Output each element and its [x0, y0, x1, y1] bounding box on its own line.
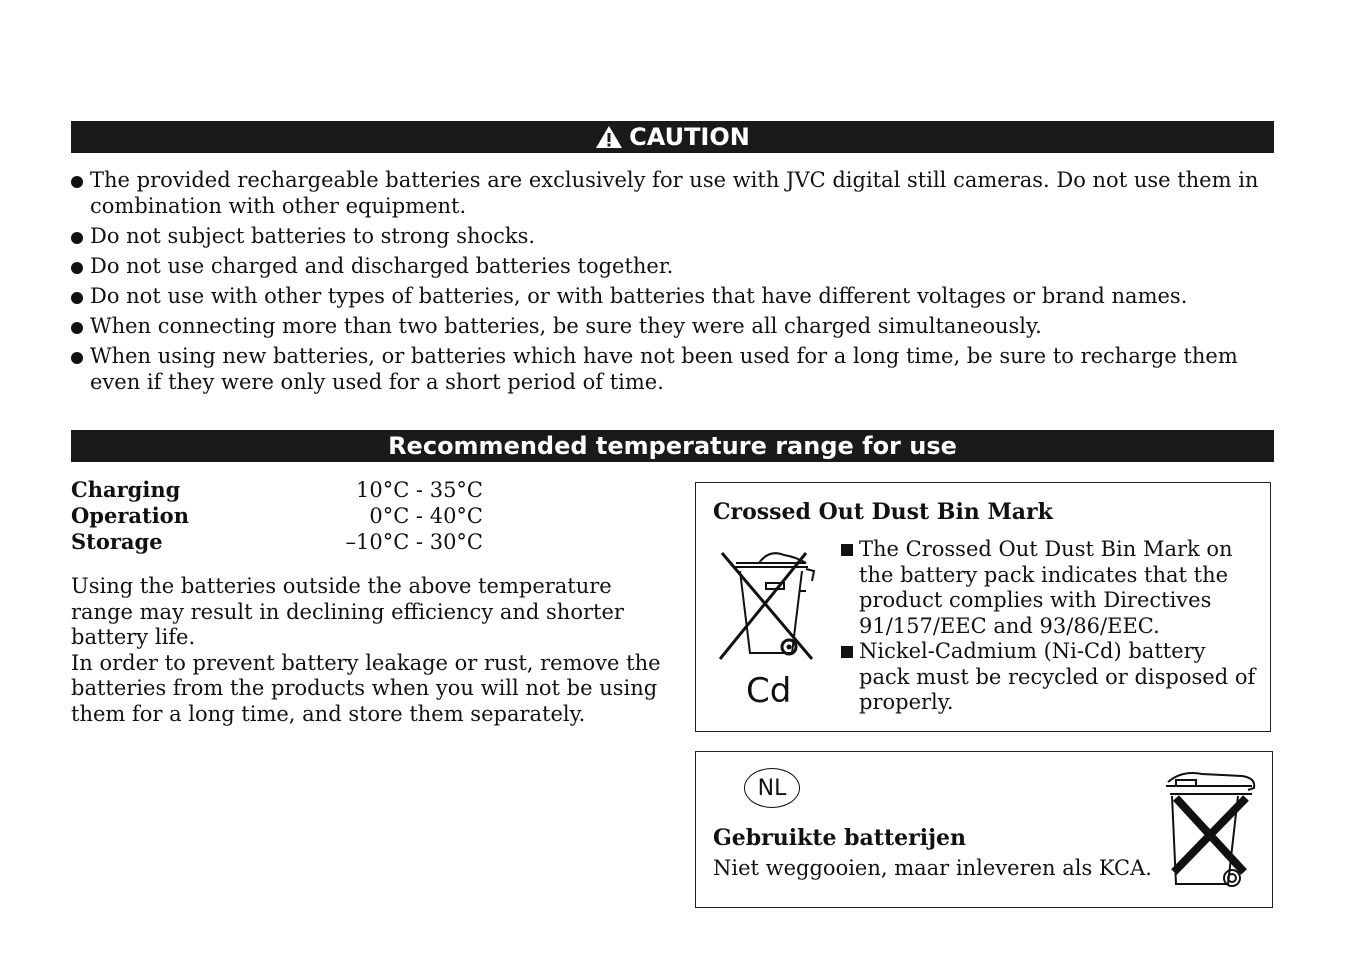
table-row	[71, 503, 483, 529]
caution-header	[71, 121, 1274, 153]
nl-text: Niet weggooien, maar inleveren als KCA.	[713, 856, 1152, 880]
temperature-header	[71, 430, 1274, 462]
row-value: 0°C - 40°C	[369, 504, 483, 528]
list-item: When connecting more than two batteries, be sure they were all charged simultaneously.	[71, 313, 1281, 339]
dustbin-title: Crossed Out Dust Bin Mark	[713, 499, 1053, 525]
caution-title: CAUTION	[629, 123, 750, 151]
bullet-icon	[71, 322, 83, 334]
bullet-icon	[71, 176, 83, 188]
row-value: –10°C - 30°C	[345, 530, 483, 554]
list-item: The Crossed Out Dust Bin Mark on the battery pack indicates that the product complies with Directives 91/157/EEC and 93/86/EEC.	[841, 537, 1261, 639]
list-item: When using new batteries, or batteries which have not been used for a long time, be sure to recharge them even if they were only used for a short period of time.	[71, 343, 1281, 395]
row-label: Operation	[71, 503, 189, 528]
table-row	[71, 529, 483, 555]
dustbin-list	[841, 537, 1261, 716]
cadmium-symbol: Cd	[746, 671, 792, 711]
nl-badge: NL	[744, 768, 800, 808]
temperature-title: Recommended temperature range for use	[388, 432, 957, 460]
nl-box	[695, 751, 1273, 908]
list-item: Do not use with other types of batteries, or with batteries that have different voltages or brand names.	[71, 283, 1281, 309]
warning-icon	[595, 125, 623, 149]
square-bullet-icon	[841, 646, 853, 658]
bullet-icon	[71, 262, 83, 274]
bullet-icon	[71, 352, 83, 364]
bullet-icon	[71, 232, 83, 244]
crossed-bin-icon	[1162, 768, 1258, 892]
note-paragraph: Using the batteries outside the above temperature range may result in declining efficiency and shorter battery life.	[71, 574, 624, 649]
row-label: Charging	[71, 477, 181, 502]
list-item: The provided rechargeable batteries are exclusively for use with JVC digital still cameras. Do not use them in combination with other equipment.	[71, 167, 1281, 219]
list-item: Nickel-Cadmium (Ni-Cd) battery pack must be recycled or disposed of properly.	[841, 639, 1261, 716]
table-row	[71, 477, 483, 503]
list-item: Do not use charged and discharged batteries together.	[71, 253, 1281, 279]
temperature-table	[71, 477, 483, 555]
list-item: Do not subject batteries to strong shocks.	[71, 223, 1281, 249]
bullet-icon	[71, 292, 83, 304]
square-bullet-icon	[841, 544, 853, 556]
nl-title: Gebruikte batterijen	[713, 825, 967, 851]
row-value: 10°C - 35°C	[355, 478, 483, 502]
temperature-note	[71, 574, 666, 727]
row-label: Storage	[71, 529, 163, 554]
note-paragraph: In order to prevent battery leakage or rust, remove the batteries from the products when you will not be using them for a long time, and store them separately.	[71, 650, 661, 726]
caution-list	[71, 167, 1281, 399]
dustbin-box	[695, 482, 1271, 732]
